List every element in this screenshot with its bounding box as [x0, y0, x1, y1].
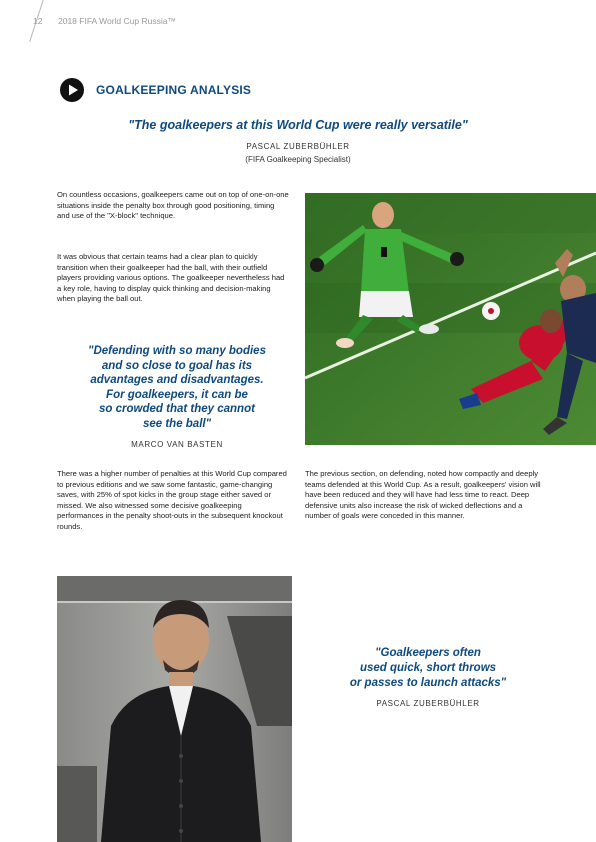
quote-author: MARCO VAN BASTEN: [131, 440, 223, 449]
quote-line: For goalkeepers, it can be: [106, 388, 248, 401]
body-paragraph-3: There was a higher number of penalties at this World Cup compared to previous editions and we saw some fantastic, game-changing saves, with 25% of spot kicks in the group stage either saved or missed. We also witnessed some decisive goalkeeping performances in the penalty shoot-outs in the subsequent knockout rounds.: [57, 469, 287, 531]
pull-quote-top: "The goalkeepers at this World Cup were really versatile": [128, 118, 468, 132]
page-number: 12: [33, 16, 43, 26]
quote-author-role: (FIFA Goalkeeping Specialist): [245, 155, 351, 164]
body-paragraph-2: It was obvious that certain teams had a clear plan to quickly transition when their goalkeeper had the ball, with their outfield players providing various options. The goalkeeper nevertheless had a key role, having to display quick thinking and decision-making when playing the ball out.: [57, 252, 285, 303]
quote-line: and so close to goal has its: [101, 359, 253, 372]
quote-line: "Goalkeepers often: [375, 647, 481, 659]
body-paragraph-4: The previous section, on defending, noted how compactly and deeply teams defended at this World Cup. As a result, goalkeepers' vision will have been reduced and they will have had less time to react. Deep defensive units also increase the risk of wicked deflections and a number of goals were conceded in this manner.: [305, 469, 541, 520]
quote-author: PASCAL ZUBERBÜHLER: [376, 699, 480, 708]
quote-line: used quick, short throws: [359, 662, 497, 674]
quote-line: or passes to launch attacks": [349, 677, 507, 689]
quote-line: so crowded that they cannot: [99, 403, 255, 415]
section-heading: [60, 78, 251, 102]
pull-quote-bottom: [308, 646, 548, 691]
portrait-photo: [57, 576, 292, 842]
body-paragraph-1: On countless occasions, goalkeepers came out on top of one-on-one situations inside the penalty box through good positioning, timing and use of the "X-block" technique.: [57, 190, 289, 220]
match-photo: [305, 193, 596, 445]
pull-quote-middle: [60, 344, 294, 431]
quote-line: "Defending with so many bodies: [88, 345, 266, 357]
publication-title: 2018 FIFA World Cup Russia™: [58, 16, 176, 26]
page-header: [0, 0, 596, 40]
section-title: GOALKEEPING ANALYSIS: [96, 83, 252, 97]
quote-line: advantages and disadvantages.: [90, 374, 264, 386]
quote-line: see the ball": [142, 417, 212, 430]
quote-author: PASCAL ZUBERBÜHLER: [246, 142, 350, 151]
play-circle-icon: [60, 78, 84, 102]
